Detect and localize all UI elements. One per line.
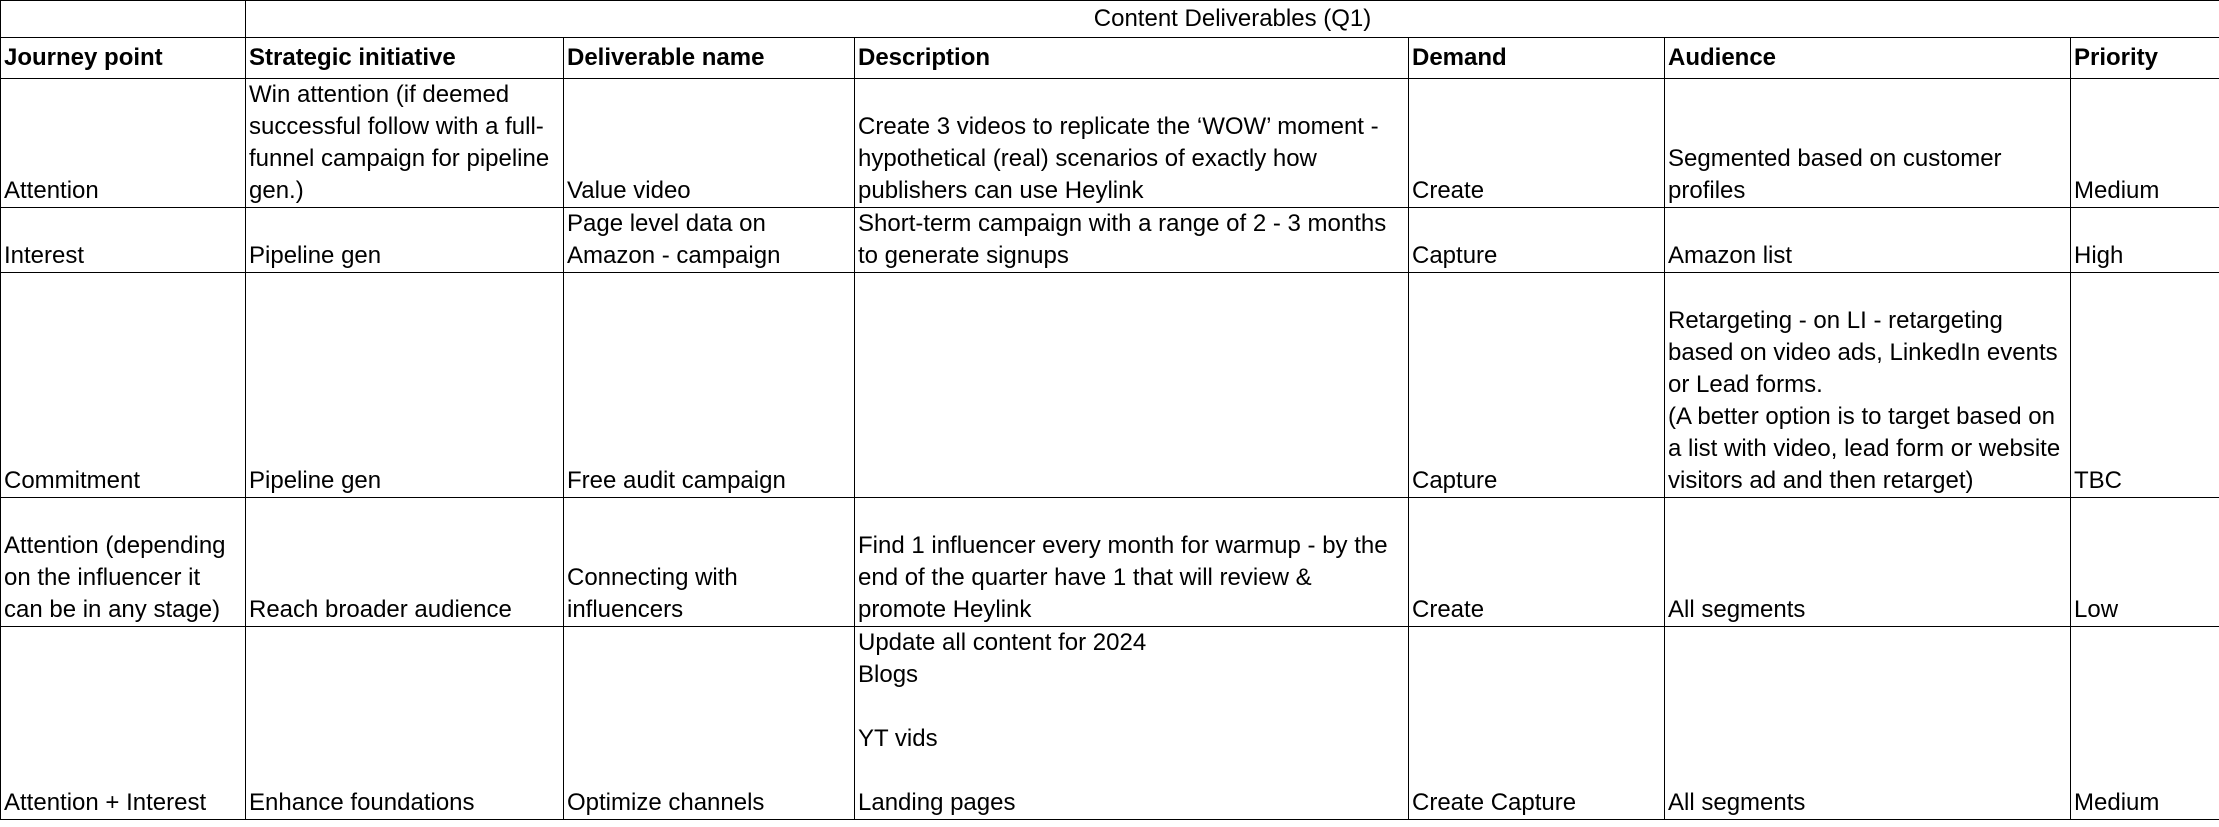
cell-journey-point[interactable]: Attention (depending on the influencer it can be in any stage) <box>1 498 246 627</box>
cell-audience[interactable]: Amazon list <box>1665 208 2071 273</box>
cell-audience[interactable]: Segmented based on customer profiles <box>1665 79 2071 208</box>
cell-demand[interactable]: Create <box>1409 79 1665 208</box>
cell-priority[interactable]: TBC <box>2071 273 2219 498</box>
table-row <box>1 273 2219 498</box>
blank-corner-cell[interactable] <box>1 1 246 38</box>
cell-demand[interactable]: Capture <box>1409 208 1665 273</box>
cell-strategic-initiative[interactable]: Reach broader audience <box>246 498 564 627</box>
cell-demand[interactable]: Create <box>1409 498 1665 627</box>
table-row <box>1 208 2219 273</box>
cell-deliverable-name[interactable]: Connecting with influencers <box>564 498 855 627</box>
cell-priority[interactable]: Medium <box>2071 79 2219 208</box>
cell-journey-point[interactable]: Interest <box>1 208 246 273</box>
cell-description[interactable]: Short-term campaign with a range of 2 - 3 months to generate signups <box>855 208 1409 273</box>
cell-journey-point[interactable]: Commitment <box>1 273 246 498</box>
cell-audience[interactable]: All segments <box>1665 498 2071 627</box>
cell-strategic-initiative[interactable]: Pipeline gen <box>246 273 564 498</box>
cell-description[interactable]: Update all content for 2024 Blogs YT vids Landing pages <box>855 627 1409 820</box>
header-deliverable-name[interactable]: Deliverable name <box>564 38 855 79</box>
cell-audience[interactable]: Retargeting - on LI - retargeting based on video ads, LinkedIn events or Lead forms. (A better option is to target based on a list with video, lead form or website visitors ad and then retarget) <box>1665 273 2071 498</box>
header-description[interactable]: Description <box>855 38 1409 79</box>
cell-deliverable-name[interactable]: Page level data on Amazon - campaign <box>564 208 855 273</box>
table-row <box>1 498 2219 627</box>
header-row <box>1 38 2219 79</box>
cell-description[interactable] <box>855 273 1409 498</box>
table-row <box>1 79 2219 208</box>
cell-deliverable-name[interactable]: Value video <box>564 79 855 208</box>
cell-description[interactable]: Create 3 videos to replicate the ‘WOW’ moment - hypothetical (real) scenarios of exactly how publishers can use Heylink <box>855 79 1409 208</box>
table-row <box>1 627 2219 820</box>
header-journey-point[interactable]: Journey point <box>1 38 246 79</box>
cell-priority[interactable]: High <box>2071 208 2219 273</box>
cell-demand[interactable]: Create Capture <box>1409 627 1665 820</box>
title-row <box>1 1 2219 38</box>
cell-description[interactable]: Find 1 influencer every month for warmup - by the end of the quarter have 1 that will review & promote Heylink <box>855 498 1409 627</box>
cell-journey-point[interactable]: Attention + Interest <box>1 627 246 820</box>
header-demand[interactable]: Demand <box>1409 38 1665 79</box>
header-strategic-initiative[interactable]: Strategic initiative <box>246 38 564 79</box>
cell-strategic-initiative[interactable]: Enhance foundations <box>246 627 564 820</box>
header-priority[interactable]: Priority <box>2071 38 2219 79</box>
table-title[interactable]: Content Deliverables (Q1) <box>246 1 2219 38</box>
cell-demand[interactable]: Capture <box>1409 273 1665 498</box>
cell-strategic-initiative[interactable]: Win attention (if deemed successful follow with a full-funnel campaign for pipeline gen.) <box>246 79 564 208</box>
cell-strategic-initiative[interactable]: Pipeline gen <box>246 208 564 273</box>
cell-priority[interactable]: Low <box>2071 498 2219 627</box>
cell-audience[interactable]: All segments <box>1665 627 2071 820</box>
cell-journey-point[interactable]: Attention <box>1 79 246 208</box>
cell-deliverable-name[interactable]: Optimize channels <box>564 627 855 820</box>
cell-deliverable-name[interactable]: Free audit campaign <box>564 273 855 498</box>
header-audience[interactable]: Audience <box>1665 38 2071 79</box>
cell-priority[interactable]: Medium <box>2071 627 2219 820</box>
